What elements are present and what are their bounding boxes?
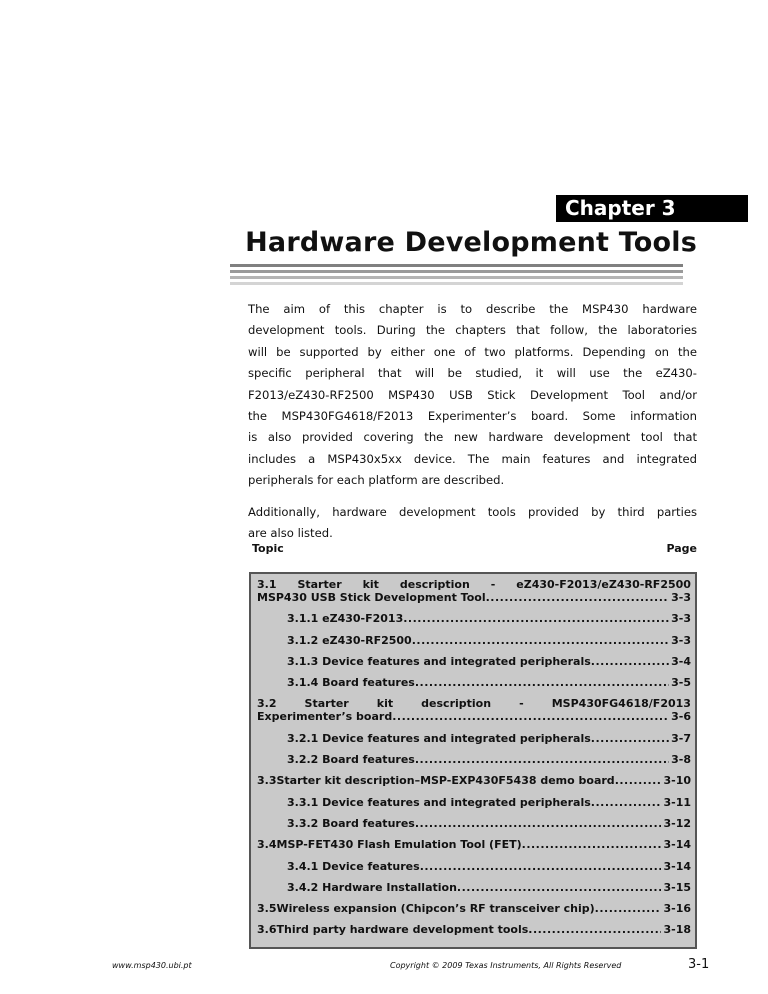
toc-entry-row (257, 710, 691, 723)
toc-entry-page: 3-6 (671, 710, 691, 724)
toc-entry-page: 3-14 (663, 838, 691, 852)
intro-paragraph (248, 299, 697, 492)
toc-entry-title: 3.3.2 Board features (287, 816, 415, 830)
toc-entry-number: 3.3 (257, 774, 277, 788)
toc-entry-number: 3.4 (257, 838, 277, 852)
footer-copyright: Copyright © 2009 Texas Instruments, All Rights Reserved (390, 961, 622, 970)
chapter-label (556, 195, 748, 222)
toc-leader-dots (420, 860, 662, 873)
paragraph-line: the MSP430FG4618/F2013 Experimenter’s board. Some information (248, 409, 697, 424)
toc-entry[interactable] (257, 902, 691, 915)
paragraph-line: The aim of this chapter is to describe the MSP430 hardware (248, 302, 697, 316)
toc-entry-heading-line (257, 697, 691, 710)
toc-entry-row (257, 591, 691, 604)
toc-entry[interactable] (257, 578, 691, 604)
toc-entry-title: 3.1.3 Device features and integrated peripherals (287, 654, 591, 668)
toc-entry-word: Starter (297, 578, 342, 591)
toc-entry-row (257, 881, 691, 894)
toc-entry-word: kit (362, 578, 379, 591)
paragraph-line: specific peripheral that will be studied, it will use the eZ430- (248, 366, 697, 381)
toc-topic-header: Topic (252, 542, 284, 555)
toc-entry-page: 3-7 (671, 731, 691, 745)
paragraph-line: will be supported by either one of two platforms. Depending on the (248, 344, 697, 359)
toc-entry-page: 3-11 (663, 795, 691, 809)
toc-entry-title: MSP-FET430 Flash Emulation Tool (FET) (276, 838, 522, 852)
toc-entry[interactable] (257, 881, 691, 894)
toc-entry-title: 3.4.2 Hardware Installation (287, 880, 457, 894)
toc-entry-title: 3.1.4 Board features (287, 676, 415, 690)
toc-entry-title: 3.2.2 Board features (287, 753, 415, 767)
additional-paragraph (248, 502, 697, 545)
toc-entry-title: 3.3.1 Device features and integrated peripherals (287, 795, 591, 809)
footer-page-number: 3-1 (688, 957, 710, 972)
toc-entry-page: 3-3 (671, 633, 691, 647)
toc-leader-dots (528, 923, 661, 936)
toc-entry-title: MSP430 USB Stick Development Tool (257, 591, 486, 604)
table-of-contents (249, 572, 697, 949)
toc-entry-word: - (490, 578, 496, 591)
toc-entry-row (257, 796, 691, 809)
toc-entry-page: 3-8 (671, 753, 691, 767)
toc-entry-page: 3-5 (671, 676, 691, 690)
toc-entry-row (257, 923, 691, 936)
paragraph-line: development tools. During the chapters that follow, the laboratories (248, 323, 697, 338)
toc-entry[interactable] (257, 634, 691, 647)
toc-entry-row (257, 753, 691, 766)
toc-leader-dots (615, 774, 662, 787)
toc-entry-page: 3-3 (671, 591, 691, 604)
toc-entry[interactable] (257, 923, 691, 936)
toc-leader-dots (415, 817, 662, 830)
toc-entry[interactable] (257, 860, 691, 873)
toc-entry-word: eZ430-F2013/eZ430-RF2500 (516, 578, 691, 591)
toc-entry-page: 3-10 (663, 774, 691, 788)
toc-entry-title: Wireless expansion (Chipcon’s RF transceiver chip) (276, 902, 595, 916)
toc-entry-title: Starter kit description–MSP-EXP430F5438 demo board (276, 774, 615, 788)
toc-leader-dots (415, 676, 669, 689)
toc-entry[interactable] (257, 697, 691, 723)
toc-entry-row (257, 774, 691, 787)
toc-entry-title: Experimenter’s board (257, 710, 393, 724)
toc-entry-page: 3-4 (671, 654, 691, 668)
toc-leader-dots (415, 753, 669, 766)
toc-entry-title: Third party hardware development tools (276, 923, 529, 937)
paragraph-line: are also listed. (248, 526, 333, 541)
toc-entry-page: 3-18 (663, 923, 691, 937)
toc-entry-page: 3-15 (663, 880, 691, 894)
toc-entry-page: 3-12 (663, 816, 691, 830)
paragraph-line: includes a MSP430x5xx device. The main features and integrated (248, 451, 697, 466)
toc-leader-dots (392, 710, 669, 723)
toc-entry-row (257, 817, 691, 830)
toc-entry-row (257, 902, 691, 915)
toc-leader-dots (591, 732, 669, 745)
toc-page-header: Page (666, 542, 697, 555)
toc-entry[interactable] (257, 774, 691, 787)
page-title: Hardware Development Tools (245, 227, 697, 258)
toc-entry[interactable] (257, 753, 691, 766)
toc-entry-word: description (399, 578, 470, 591)
toc-leader-dots (486, 591, 670, 604)
toc-entry-row (257, 612, 691, 625)
toc-entry-page: 3-16 (663, 902, 691, 916)
toc-leader-dots (412, 634, 669, 647)
paragraph-line: F2013/eZ430-RF2500 MSP430 USB Stick Development Tool and/or (248, 387, 697, 402)
toc-entry-number: 3.1 (257, 578, 277, 591)
toc-entry-number: 3.5 (257, 902, 277, 916)
toc-entry-word: description (421, 697, 492, 711)
title-underline-stripes (230, 264, 683, 288)
toc-entry-page: 3-14 (663, 859, 691, 873)
toc-entry-title: 3.1.1 eZ430-F2013 (287, 612, 404, 626)
toc-leader-dots (595, 902, 662, 915)
toc-entry[interactable] (257, 655, 691, 668)
toc-entry-row (257, 634, 691, 647)
toc-entry[interactable] (257, 796, 691, 809)
toc-entry[interactable] (257, 612, 691, 625)
toc-entry-row (257, 676, 691, 689)
toc-leader-dots (457, 881, 662, 894)
toc-entry-row (257, 655, 691, 668)
paragraph-line: peripherals for each platform are described. (248, 473, 505, 488)
toc-entry-row (257, 838, 691, 851)
toc-entry-number: 3.6 (257, 923, 277, 937)
toc-entry-page: 3-3 (671, 612, 691, 626)
chapter-label-text: Chapter 3 (565, 196, 676, 220)
toc-leader-dots (591, 655, 669, 668)
toc-entry-title: 3.4.1 Device features (287, 859, 420, 873)
toc-entry[interactable] (257, 817, 691, 830)
toc-entry-row (257, 732, 691, 745)
paragraph-line: is also provided covering the new hardware development tool that (248, 430, 697, 445)
toc-leader-dots (403, 612, 669, 625)
toc-entry[interactable] (257, 676, 691, 689)
toc-leader-dots (591, 796, 662, 809)
toc-entry-word: MSP430FG4618/F2013 (551, 697, 691, 711)
toc-leader-dots (522, 838, 662, 851)
toc-entry-title: 3.2.1 Device features and integrated peripherals (287, 731, 591, 745)
footer-website: www.msp430.ubi.pt (112, 961, 192, 970)
toc-entry-number: 3.2 (257, 697, 277, 711)
toc-entry-word: Starter (304, 697, 349, 711)
toc-entry[interactable] (257, 838, 691, 851)
paragraph-line: Additionally, hardware development tools provided by third parties (248, 505, 697, 519)
toc-entry[interactable] (257, 732, 691, 745)
toc-entry-heading-line (257, 578, 691, 591)
toc-entry-row (257, 860, 691, 873)
toc-entry-word: kit (376, 697, 394, 711)
toc-entry-word: - (519, 697, 524, 711)
toc-entry-title: 3.1.2 eZ430-RF2500 (287, 633, 412, 647)
